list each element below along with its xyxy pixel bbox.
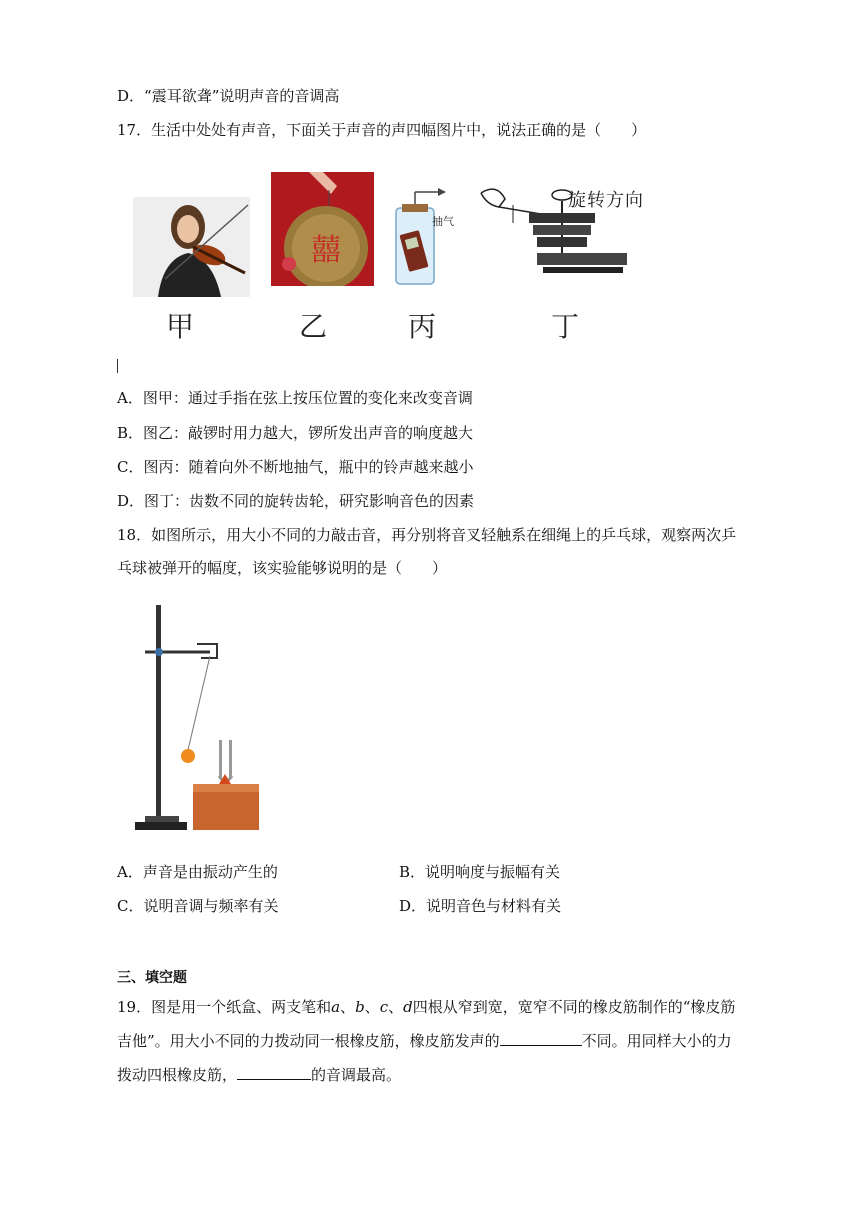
q18-stem-line2: 乓球被弹开的幅度，该实验能够说明的是（ ） bbox=[117, 559, 448, 577]
separator-1: 、 bbox=[340, 998, 356, 1016]
figure-label-jia: 甲 bbox=[166, 310, 195, 343]
q18-option-b: B．说明响度与振幅有关 bbox=[399, 863, 561, 881]
rubber-band-d: d bbox=[403, 998, 413, 1016]
q19-line3-post: 的音调最高。 bbox=[311, 1066, 402, 1084]
rubber-band-b: b bbox=[355, 998, 365, 1016]
q18-option-d: D．说明音色与材料有关 bbox=[399, 897, 562, 915]
gong-image bbox=[271, 172, 374, 286]
answer-blank-2[interactable] bbox=[237, 1065, 311, 1080]
figure-label-bing: 丙 bbox=[408, 310, 437, 343]
answer-blank-1[interactable] bbox=[500, 1031, 582, 1046]
q19-line1-post: 四根从窄到宽，宽窄不同的橡皮筋制作的“橡皮筋 bbox=[412, 998, 736, 1016]
q19-line1-pre: 19．图是用一个纸盒、两支笔和 bbox=[117, 998, 332, 1016]
q17-option-c: C．图丙：随着向外不断地抽气，瓶中的铃声越来越小 bbox=[117, 458, 474, 476]
tuning-fork-apparatus-image bbox=[115, 600, 267, 837]
pump-label: 抽气 bbox=[432, 215, 454, 228]
text-cursor bbox=[117, 359, 118, 373]
q19-line2-post: 不同。用同样大小的力 bbox=[581, 1032, 732, 1050]
q17-stem: 17．生活中处处有声音，下面关于声音的声四幅图片中，说法正确的是（ ） bbox=[117, 121, 647, 139]
q19-line3-pre: 拨动四根橡皮筋， bbox=[117, 1066, 238, 1084]
q17-option-b: B．图乙：敲锣时用力越大，锣所发出声音的响度越大 bbox=[117, 424, 474, 442]
separator-2: 、 bbox=[364, 998, 380, 1016]
q16-option-d: D．“震耳欲聋”说明声音的音调高 bbox=[117, 87, 340, 105]
violin-player-image bbox=[133, 197, 250, 297]
figure-label-ding: 丁 bbox=[551, 310, 580, 343]
section-title: 三、填空题 bbox=[117, 970, 187, 986]
q19-line2 bbox=[117, 1031, 732, 1051]
q17-option-d: D．图丁：齿数不同的旋转齿轮，研究影响音色的因素 bbox=[117, 492, 475, 510]
gong-character: 囍 bbox=[311, 233, 341, 268]
figure-label-yi: 乙 bbox=[299, 310, 328, 343]
rubber-band-c: c bbox=[379, 998, 389, 1016]
separator-3: 、 bbox=[388, 998, 404, 1016]
rotation-direction-label: 旋转方向 bbox=[568, 190, 644, 211]
q17-option-a: A．图甲：通过手指在弦上按压位置的变化来改变音调 bbox=[117, 389, 473, 407]
q18-option-c: C．说明音调与频率有关 bbox=[117, 897, 279, 915]
bell-jar-image bbox=[392, 186, 460, 286]
q18-option-a: A．声音是由振动产生的 bbox=[117, 863, 278, 881]
q19-line2-pre: 吉他”。用大小不同的力拨动同一根橡皮筋，橡皮筋发声的 bbox=[117, 1032, 500, 1050]
rubber-band-a: a bbox=[331, 998, 341, 1016]
q19-line3 bbox=[117, 1065, 401, 1085]
q18-stem-line1: 18．如图所示，用大小不同的力敲击音，再分别将音叉轻触系在细绳上的乒乓球，观察两次乒 bbox=[117, 526, 737, 544]
q19-line1 bbox=[117, 997, 735, 1017]
